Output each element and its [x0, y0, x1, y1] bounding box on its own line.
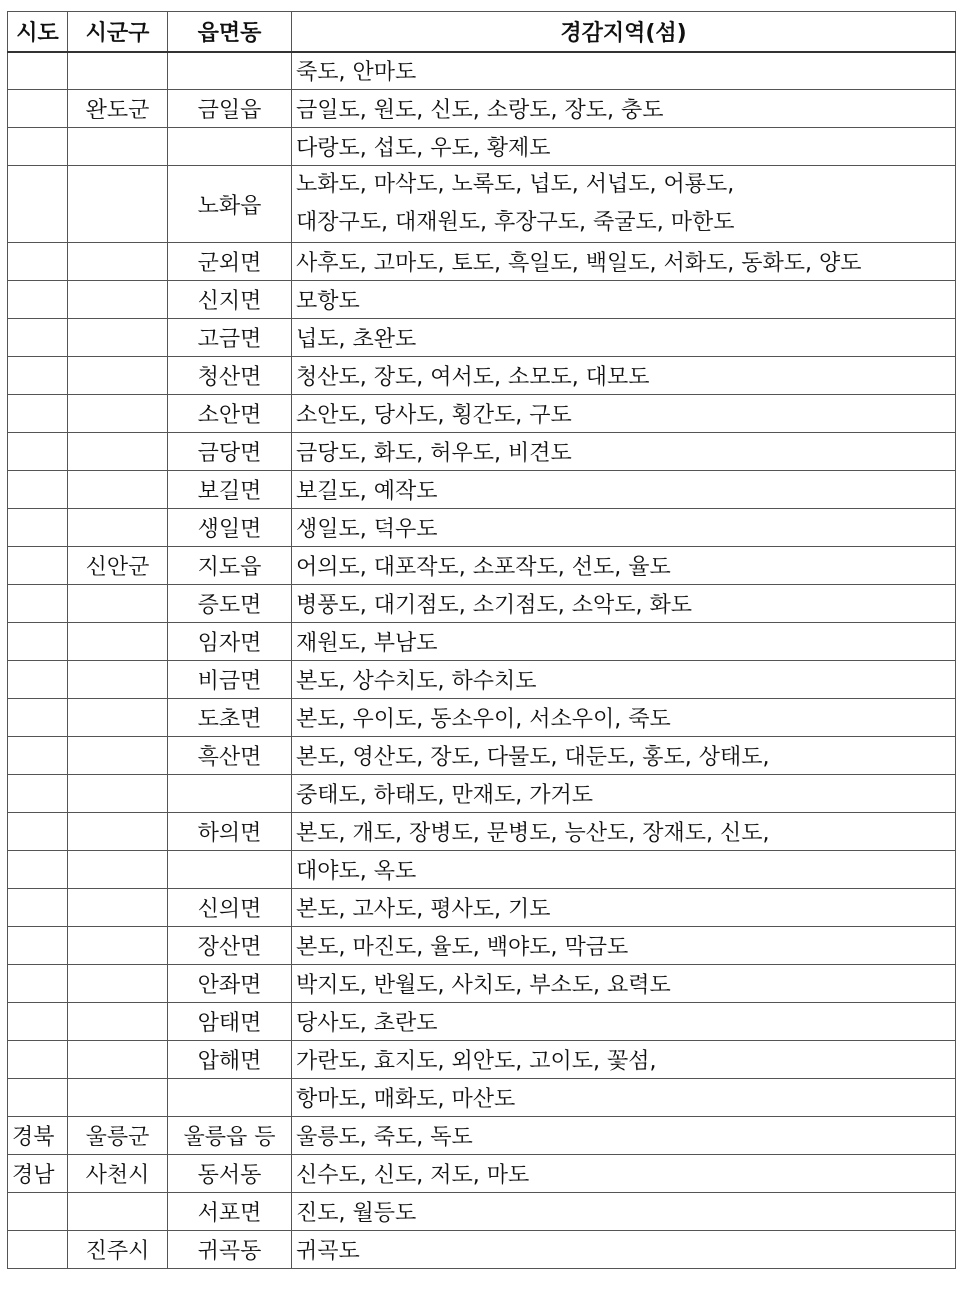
table-body — [8, 52, 956, 1269]
sigungu-cell — [68, 243, 168, 281]
sido-cell — [8, 433, 68, 471]
header-area: 경감지역(섬) — [292, 12, 956, 52]
eupmyeondong-cell: 서포면 — [168, 1193, 292, 1231]
sido-cell — [8, 965, 68, 1003]
table-row — [8, 813, 956, 851]
table-row — [8, 243, 956, 281]
eupmyeondong-cell: 청산면 — [168, 357, 292, 395]
area-line: 재원도, 부남도 — [296, 631, 438, 656]
table-row — [8, 166, 956, 243]
area-line: 대야도, 옥도 — [296, 859, 417, 884]
area-cell — [292, 433, 956, 471]
sido-cell — [8, 1231, 68, 1269]
eupmyeondong-cell: 장산면 — [168, 927, 292, 965]
header-row — [8, 12, 956, 52]
sigungu-cell — [68, 889, 168, 927]
sigungu-cell: 진주시 — [68, 1231, 168, 1269]
eupmyeondong-cell: 도초면 — [168, 699, 292, 737]
area-cell — [292, 52, 956, 90]
sigungu-cell: 울릉군 — [68, 1117, 168, 1155]
area-cell — [292, 128, 956, 166]
table-row — [8, 1193, 956, 1231]
eupmyeondong-cell: 울릉읍 등 — [168, 1117, 292, 1155]
area-cell — [292, 547, 956, 585]
sigungu-cell — [68, 699, 168, 737]
area-cell — [292, 585, 956, 623]
eupmyeondong-cell — [168, 1079, 292, 1117]
area-cell — [292, 889, 956, 927]
sigungu-cell — [68, 775, 168, 813]
header-eupmyeondong: 읍면동 — [168, 12, 292, 52]
eupmyeondong-cell: 하의면 — [168, 813, 292, 851]
sigungu-cell — [68, 813, 168, 851]
table-row — [8, 281, 956, 319]
eupmyeondong-cell: 지도읍 — [168, 547, 292, 585]
table-header — [8, 12, 956, 52]
sido-cell — [8, 1041, 68, 1079]
eupmyeondong-cell: 노화읍 — [168, 166, 292, 243]
eupmyeondong-cell: 금일읍 — [168, 90, 292, 128]
table-row — [8, 699, 956, 737]
sigungu-cell — [68, 661, 168, 699]
sido-cell — [8, 509, 68, 547]
sido-cell — [8, 395, 68, 433]
area-line: 병풍도, 대기점도, 소기점도, 소악도, 화도 — [296, 593, 692, 618]
table-row — [8, 509, 956, 547]
sigungu-cell — [68, 319, 168, 357]
area-cell — [292, 1079, 956, 1117]
area-line: 다랑도, 섭도, 우도, 황제도 — [296, 136, 551, 161]
area-line: 본도, 상수치도, 하수치도 — [296, 669, 537, 694]
sigungu-cell: 사천시 — [68, 1155, 168, 1193]
island-table — [7, 11, 956, 1269]
eupmyeondong-cell: 신지면 — [168, 281, 292, 319]
sido-cell — [8, 547, 68, 585]
eupmyeondong-cell: 소안면 — [168, 395, 292, 433]
table-row — [8, 128, 956, 166]
area-cell — [292, 243, 956, 281]
area-line: 항마도, 매화도, 마산도 — [296, 1087, 516, 1112]
table-row — [8, 1041, 956, 1079]
eupmyeondong-cell: 금당면 — [168, 433, 292, 471]
eupmyeondong-cell: 임자면 — [168, 623, 292, 661]
eupmyeondong-cell: 보길면 — [168, 471, 292, 509]
table-row — [8, 547, 956, 585]
table-row — [8, 1155, 956, 1193]
area-line: 본도, 고사도, 평사도, 기도 — [296, 897, 551, 922]
sido-cell — [8, 737, 68, 775]
area-cell — [292, 1231, 956, 1269]
area-cell — [292, 699, 956, 737]
table-row — [8, 1117, 956, 1155]
eupmyeondong-cell: 생일면 — [168, 509, 292, 547]
sigungu-cell — [68, 281, 168, 319]
sigungu-cell — [68, 927, 168, 965]
table-row — [8, 1079, 956, 1117]
sido-cell — [8, 281, 68, 319]
area-line: 금일도, 원도, 신도, 소랑도, 장도, 충도 — [296, 98, 664, 123]
table-row — [8, 889, 956, 927]
area-line: 보길도, 예작도 — [296, 479, 438, 504]
sido-cell — [8, 623, 68, 661]
sido-cell — [8, 585, 68, 623]
table-row — [8, 319, 956, 357]
area-cell — [292, 1155, 956, 1193]
area-cell — [292, 395, 956, 433]
area-line: 금당도, 화도, 허우도, 비견도 — [296, 441, 572, 466]
area-line: 본도, 개도, 장병도, 문병도, 능산도, 장재도, 신도, — [296, 821, 770, 846]
area-line: 죽도, 안마도 — [296, 60, 417, 86]
area-cell — [292, 851, 956, 889]
table-row — [8, 1231, 956, 1269]
sido-cell — [8, 889, 68, 927]
area-line: 소안도, 당사도, 횡간도, 구도 — [296, 403, 572, 428]
eupmyeondong-cell: 암태면 — [168, 1003, 292, 1041]
eupmyeondong-cell: 압해면 — [168, 1041, 292, 1079]
sido-cell — [8, 1003, 68, 1041]
sigungu-cell — [68, 471, 168, 509]
area-line: 울릉도, 죽도, 독도 — [296, 1125, 473, 1150]
eupmyeondong-cell: 귀곡동 — [168, 1231, 292, 1269]
eupmyeondong-cell: 증도면 — [168, 585, 292, 623]
area-line: 가란도, 효지도, 외안도, 고이도, 꽃섬, — [296, 1049, 657, 1074]
sido-cell — [8, 90, 68, 128]
eupmyeondong-cell — [168, 775, 292, 813]
sido-cell — [8, 1193, 68, 1231]
area-cell — [292, 661, 956, 699]
area-cell — [292, 90, 956, 128]
eupmyeondong-cell: 동서동 — [168, 1155, 292, 1193]
eupmyeondong-cell — [168, 128, 292, 166]
eupmyeondong-cell: 고금면 — [168, 319, 292, 357]
sido-cell — [8, 851, 68, 889]
sido-cell — [8, 319, 68, 357]
header-sigungu: 시군구 — [68, 12, 168, 52]
sido-cell — [8, 813, 68, 851]
table-row — [8, 357, 956, 395]
table-row — [8, 737, 956, 775]
sido-cell — [8, 927, 68, 965]
sigungu-cell — [68, 166, 168, 243]
area-cell — [292, 1193, 956, 1231]
area-line: 당사도, 초란도 — [296, 1011, 438, 1036]
header-sido: 시도 — [8, 12, 68, 52]
sido-cell — [8, 661, 68, 699]
table-row — [8, 585, 956, 623]
sido-cell — [8, 1079, 68, 1117]
table-row — [8, 661, 956, 699]
area-line: 신수도, 신도, 저도, 마도 — [296, 1163, 530, 1188]
sigungu-cell: 완도군 — [68, 90, 168, 128]
sigungu-cell — [68, 1041, 168, 1079]
sigungu-cell — [68, 623, 168, 661]
eupmyeondong-cell: 군외면 — [168, 243, 292, 281]
sigungu-cell — [68, 851, 168, 889]
sigungu-cell — [68, 433, 168, 471]
area-line: 본도, 마진도, 율도, 백야도, 막금도 — [296, 935, 629, 960]
area-cell — [292, 1003, 956, 1041]
eupmyeondong-cell: 흑산면 — [168, 737, 292, 775]
sigungu-cell — [68, 509, 168, 547]
sido-cell: 경남 — [8, 1155, 68, 1193]
area-cell — [292, 281, 956, 319]
area-cell — [292, 319, 956, 357]
area-line: 진도, 월등도 — [296, 1201, 417, 1226]
sido-cell: 경북 — [8, 1117, 68, 1155]
table-row — [8, 471, 956, 509]
area-cell — [292, 813, 956, 851]
table-row — [8, 851, 956, 889]
area-cell — [292, 166, 956, 243]
table-row — [8, 395, 956, 433]
sido-cell — [8, 128, 68, 166]
table-row — [8, 927, 956, 965]
area-line: 모항도 — [296, 289, 360, 314]
sido-cell — [8, 243, 68, 281]
area-line: 귀곡도 — [296, 1239, 360, 1264]
area-cell — [292, 471, 956, 509]
sigungu-cell — [68, 1193, 168, 1231]
area-line: 본도, 우이도, 동소우이, 서소우이, 죽도 — [296, 707, 671, 732]
table-row — [8, 965, 956, 1003]
sigungu-cell — [68, 1003, 168, 1041]
area-line: 중태도, 하태도, 만재도, 가거도 — [296, 783, 593, 808]
sido-cell — [8, 471, 68, 509]
sigungu-cell — [68, 1079, 168, 1117]
area-cell — [292, 357, 956, 395]
area-cell — [292, 927, 956, 965]
area-line: 사후도, 고마도, 토도, 흑일도, 백일도, 서화도, 동화도, 양도 — [296, 251, 862, 276]
area-cell — [292, 775, 956, 813]
table-row — [8, 433, 956, 471]
eupmyeondong-cell — [168, 851, 292, 889]
sigungu-cell — [68, 357, 168, 395]
area-cell — [292, 737, 956, 775]
sido-cell — [8, 357, 68, 395]
area-line: 어의도, 대포작도, 소포작도, 선도, 율도 — [296, 555, 671, 580]
area-cell — [292, 1117, 956, 1155]
sido-cell — [8, 699, 68, 737]
area-line: 노화도, 마삭도, 노록도, 넙도, 서넙도, 어룡도, — [296, 172, 735, 197]
sido-cell — [8, 775, 68, 813]
area-line: 생일도, 덕우도 — [296, 517, 438, 542]
area-line: 본도, 영산도, 장도, 다물도, 대둔도, 홍도, 상태도, — [296, 745, 770, 770]
sido-cell — [8, 166, 68, 243]
table-row — [8, 623, 956, 661]
sigungu-cell — [68, 737, 168, 775]
table-row — [8, 52, 956, 90]
sigungu-cell — [68, 585, 168, 623]
area-line: 넙도, 초완도 — [296, 327, 417, 352]
eupmyeondong-cell: 안좌면 — [168, 965, 292, 1003]
table-row — [8, 775, 956, 813]
sigungu-cell: 신안군 — [68, 547, 168, 585]
area-line: 박지도, 반월도, 사치도, 부소도, 요력도 — [296, 973, 671, 998]
eupmyeondong-cell: 비금면 — [168, 661, 292, 699]
area-cell — [292, 1041, 956, 1079]
area-line: 청산도, 장도, 여서도, 소모도, 대모도 — [296, 365, 650, 390]
sigungu-cell — [68, 965, 168, 1003]
eupmyeondong-cell — [168, 52, 292, 90]
eupmyeondong-cell: 신의면 — [168, 889, 292, 927]
table-row — [8, 1003, 956, 1041]
area-cell — [292, 623, 956, 661]
area-cell — [292, 965, 956, 1003]
sigungu-cell — [68, 52, 168, 90]
area-cell — [292, 509, 956, 547]
sigungu-cell — [68, 395, 168, 433]
table-row — [8, 90, 956, 128]
area-line: 대장구도, 대재원도, 후장구도, 죽굴도, 마한도 — [296, 210, 735, 235]
sigungu-cell — [68, 128, 168, 166]
sido-cell — [8, 52, 68, 90]
